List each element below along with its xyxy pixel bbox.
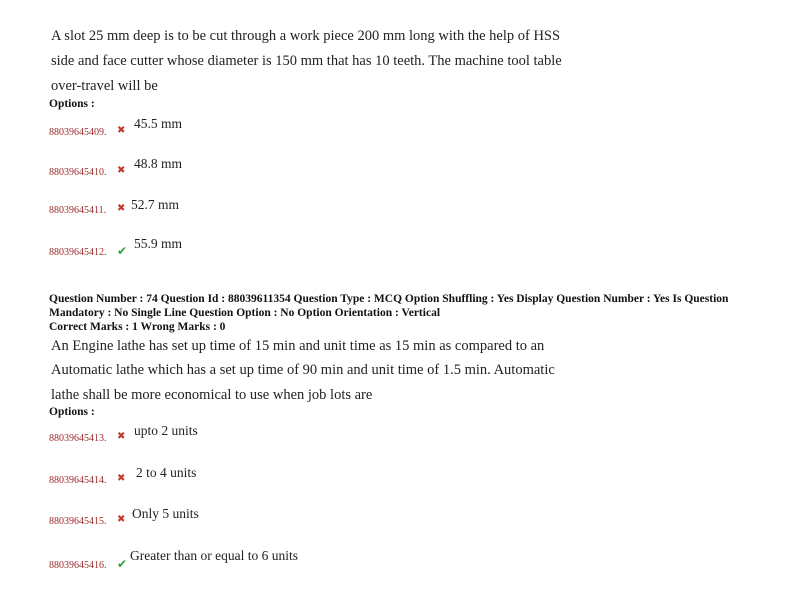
question-text-line: lathe shall be more economical to use when job lots are <box>51 387 373 403</box>
option-text: upto 2 units <box>134 423 198 438</box>
option-id: 88039645409. <box>49 127 107 138</box>
option-text: Greater than or equal to 6 units <box>130 548 298 563</box>
check-mark-icon: ✔ <box>117 557 128 571</box>
option-text: Only 5 units <box>132 506 199 521</box>
option-id: 88039645412. <box>49 247 107 258</box>
question-text-line: side and face cutter whose diameter is 150 mm that has 10 teeth. The machine tool table <box>51 53 562 69</box>
question-text-line: An Engine lathe has set up time of 15 min and unit time as 15 min as compared to an <box>51 338 545 354</box>
wrong-mark-icon: ✖ <box>117 514 126 525</box>
wrong-mark-icon: ✖ <box>117 203 126 214</box>
option-id: 88039645411. <box>49 205 107 216</box>
options-label: Options : <box>49 406 95 418</box>
option-text: 2 to 4 units <box>136 465 197 480</box>
wrong-mark-icon: ✖ <box>117 431 126 442</box>
options-label: Options : <box>49 98 95 110</box>
wrong-mark-icon: ✖ <box>117 125 126 136</box>
wrong-mark-icon: ✖ <box>117 165 126 176</box>
question-text-line: A slot 25 mm deep is to be cut through a work piece 200 mm long with the help of HSS <box>51 28 561 44</box>
question-meta-line: Question Number : 74 Question Id : 88039611354 Question Type : MCQ Option Shuffling : Yes Display Question Number : Yes Is Question <box>49 293 729 305</box>
option-text: 48.8 mm <box>134 156 183 171</box>
option-id: 88039645413. <box>49 433 107 444</box>
option-id: 88039645416. <box>49 560 107 571</box>
question-text-line: Automatic lathe which has a set up time of 90 min and unit time of 1.5 min. Automatic <box>51 362 555 378</box>
option-text: 45.5 mm <box>134 116 183 131</box>
question-text-line: over-travel will be <box>51 78 158 94</box>
option-text: 52.7 mm <box>131 197 180 212</box>
wrong-mark-icon: ✖ <box>117 473 126 484</box>
option-id: 88039645414. <box>49 475 107 486</box>
option-id: 88039645410. <box>49 167 107 178</box>
marks-line: Correct Marks : 1 Wrong Marks : 0 <box>49 321 226 333</box>
question-meta-line: Mandatory : No Single Line Question Option : No Option Orientation : Vertical <box>49 307 441 319</box>
option-id: 88039645415. <box>49 516 107 527</box>
check-mark-icon: ✔ <box>117 244 128 258</box>
option-text: 55.9 mm <box>134 236 183 251</box>
